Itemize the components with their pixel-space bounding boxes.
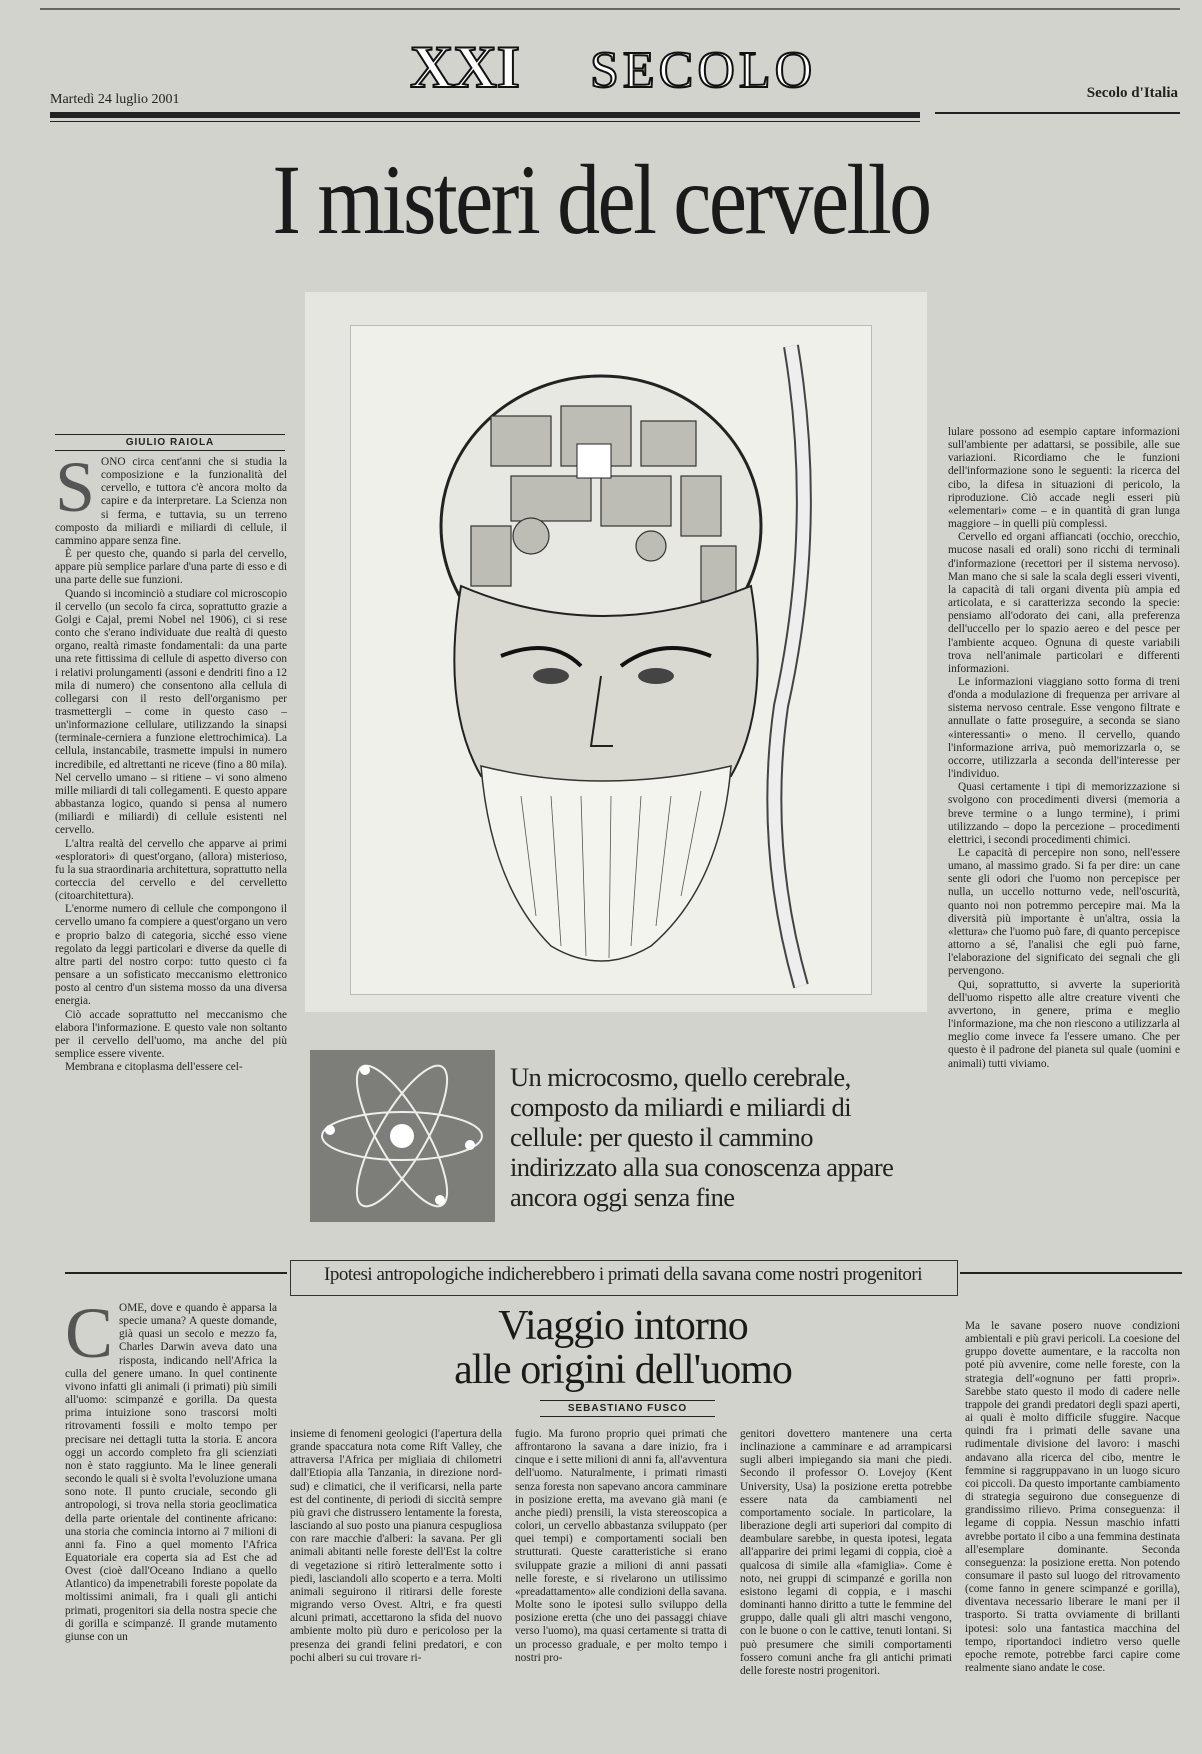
para: lulare possono ad esempio captare informazioni sull'ambiente per adattarsi, se possibile, alle sue variazioni. Ricordiamo che le funzioni dell'informazione sono le seguenti: la ricerca del cibo, la difesa in situazioni di pericolo, la riproduzione. Ciò accade negli esseri più «elementari» come – e in quantità di gran lunga maggiore – in quelli più complessi. (948, 426, 1180, 531)
para: Quasi certamente i tipi di memorizzazione si svolgono con procedimenti diversi (memoria a breve termine o a lungo termine), i primi utilizzando – dopo la percezione – procedimenti elettrici, i secondi procedimenti chimici. (948, 781, 1180, 846)
para: Cervello ed organi affiancati (occhio, orecchio, mucose nasali ed orali) sono ricchi di terminali d'informazione (recettori per il sistema nervoso). Man mano che si sale la scala degli esseri viventi, la capacità di tali organi diventa più ampia ed articolata, e si caratterizza secondo la specie: pensiamo all'odorato dei cani, alla preferenza dell'uccello per lo spazio aereo e del pesce per l'ambiente acqueo. Ognuna di queste variabili trova nell'animale particolari e differenti informazioni. (948, 531, 1180, 675)
atom-illustration (310, 1050, 495, 1222)
para: Ma le savane posero nuove condizioni ambientali e più gravi pericoli. La coesione del gruppo dovette aumentare, e la raccolta non poté più avvenire, come nelle foreste, con la strategia dell'«ognuno per fatti propri». Sarebbe stato questo il modo di cadere nelle trappole dei grandi predatori degli spazi aperti, ai quali è molto difficile sfuggire. Nacque quindi fra i primati delle savane una rudimentale divisione del lavoro: i maschi andavano alla ricerca del cibo, mentre le femmine si raggruppavano in un luogo sicuro coi piccoli. Da questo importante cambiamento di strategia seguirono due conseguenze di grandissimo rilievo. Prima conseguenza: il legame di coppia. Nessun maschio infatti avrebbe portato il cibo a una femmina destinata all'esemplare dominante. Seconda conseguenza: la posizione eretta. Non potendo consumare il pasto sul luogo del ritrovamento (come fanno in genere scimpanzé e gorilla), diventava necessario liberare le mani per il trasporto. Si tratta ovviamente di brillanti ipotesi: solo una fantastica macchina del tempo, riportandoci indietro verso quelle epoche remote, potrebbe farci capire come realmente siano andate le cose. (965, 1320, 1180, 1675)
section-rule-right (960, 1272, 1182, 1274)
top-rule (40, 8, 1180, 10)
header-rule-left-thin (50, 121, 920, 122)
title-line-1: Viaggio intorno (498, 1303, 748, 1349)
masthead-logo (400, 35, 860, 97)
article2-title (290, 1304, 956, 1392)
section-rule-left (65, 1272, 287, 1274)
byline2-rule-bottom (540, 1416, 715, 1417)
para: OME, dove e quando è apparsa la specie umana? A queste domande, già quasi un secolo e mezzo fa, Charles Darwin aveva dato una risposta, indicando nell'Africa la culla del genere umano. In quel continente vivono infatti gli animali (i primati) più simili all'uomo: scimpanzé e gorilla. Da questa prima intuizione sono trascorsi molti ritrovamenti fossili e molto tempo per precisare nei dettagli tutta la storia. E ancora oggi un accordo completo fra gli scienziati non è stato raggiunto. Ma le linee generali secondo le quali si è svolta l'evoluzione umana sono note. Il punto cruciale, secondo gli antropologi, si trova nella storia geoclimatica della parte orientale del continente africano: una storia che comincia intorno ai 7 milioni di anni fa. Fino a quel momento l'Africa Equatoriale era coperta sia ad Est che ad Ovest (cioè dall'Oceano Indiano a quello Atlantico) da impenetrabili foreste popolate da moltissimi animali, fra i quali gli antichi primati, progenitori sia della nostra specie che di gorilla e scimpanzé. Il grande mutamento giunse con un (65, 1302, 277, 1643)
article2-col4 (740, 1428, 952, 1752)
para: Quando si incominciò a studiare col microscopio il cervello (un secolo fa circa, soprattutto grazie a Golgi e Cajal, premi Nobel nel 1906), ci si rese conto che s'erano individuate due realtà di questo organo, realtà rimaste fondamentali: da una parte una rete fittissima di cellule di aspetto diverso con i relativi prolungamenti (assoni e dendriti fino a 12 mila di numero) che consentono alla cellula di collegarsi con il resto dell'organismo per trasmettergli – come in questo caso – un'informazione cellulare, utilizzando la sinapsi (terminale-cerniera a funzione elettrochimica). La cellula, instancabile, trasmette impulsi in numero incredibile, ed altrettanti ne riceve (fino a 80 mila). Nel cervello umano – si ritiene – vi sono almeno mille miliardi di tali collegamenti. E questo appare abbastanza logico, quando si pensa al numero (miliardi e miliardi) di cellule esistenti nel cervello. (55, 587, 287, 837)
byline2-rule-top (540, 1400, 715, 1401)
illustration-frame (350, 325, 872, 995)
para: Qui, soprattutto, si avverte la superiorità dell'uomo rispetto alle altre creature viventi che avvertono, in genere, prima e meglio l'informazione, ma che non riescono a utilizzarla al meglio come invece fa l'essere umano. Che per questo è il padrone del pianeta sul quale (uomini e animali) tutti viviamo. (948, 978, 1180, 1070)
article2-col2 (290, 1428, 502, 1752)
para: Ciò accade soprattutto nel meccanismo che elabora l'informazione. E questo vale non soltanto per il cervello dell'uomo, ma anche del più semplice essere vivente. (55, 1008, 287, 1061)
dropcap-c: C (65, 1302, 114, 1373)
article2-col5 (965, 1320, 1180, 1752)
para: È per questo che, quando si parla del cervello, appare più semplice parlare d'una parte di esso e di una parte delle sue funzioni. (55, 548, 287, 587)
article2-col1 (65, 1302, 277, 1752)
kicker: Ipotesi antropologiche indicherebbero i primati della savana come nostri progenitori (324, 1264, 922, 1285)
para: ONO circa cent'anni che si studia la composizione e la funzionalità del cervello, e tuttora c'è ancora molto da capire e da interpretare. La Scienza non si ferma, e tuttavia, su un terreno composto da miliardi e miliardi di cellule, il cammino appare senza fine. (55, 456, 287, 547)
article1-left-column (55, 456, 287, 1216)
para: fugio. Ma furono proprio quei primati che affrontarono la savana a dare inizio, fra i cinque e i sette milioni di anni fa, all'avventura dell'uomo. Naturalmente, i primati rimasti senza foresta non sapevano ancora camminare in posizione eretta, ma avevano già mani (e anche piedi) prensili, la vista stereoscopica a colori, un cervello abbastanza sviluppato (per quei tempi) e comportamenti sociali ben strutturati. Queste caratteristiche si erano sviluppate grazie a milioni di anni passati nelle foreste, e si rivelarono un utilissimo «preadattamento» alle condizioni della savana. Molte sono le ipotesi sullo sviluppo della posizione eretta (che uno dei passaggi chiave verso l'uomo), ma quasi certamente si tratta di un processo graduale, e per molto tempo i nostri pro- (515, 1428, 727, 1664)
headline: I misteri del cervello (272, 144, 930, 255)
para: Le capacità di percepire non sono, nell'essere umano, al massimo grado. Si fa per dire: un cane sente gli odori che l'uomo non percepisce per nulla, un uccello notturno vede, nell'oscurità, quanto noi non potremmo percepire mai. Ma la diversità più importante è un'altra, ossia la «lettura» che l'uomo può fare, di quanto percepisce attorno a sé, l'analisi che egli può farne, l'elaborazione del significato dei segnali che gli pervengono. (948, 847, 1180, 978)
para: genitori dovettero mantenere una certa inclinazione a camminare e ad arrampicarsi sugli alberi impiegando sia mani che piedi. Secondo il professor O. Lovejoy (Kent University, Usa) la posizione eretta potrebbe essere nata da cambiamenti nel comportamento sociale. In particolare, la liberazione degli arti superiori dal compito di deambulare sarebbe, in questa ipotesi, legata all'apparire dei primi legami di coppia, cioè a qualcosa di simile alla «famiglia». Come è noto, nei gruppi di scimpanzé e gorilla non esistono legami di coppia, e i maschi dominanti hanno diritto a tutte le femmine del gruppo, dalle quali gli altri maschi vengono, con le buone o con le cattive, tenuti lontani. Si può presumere che simili comportamenti fossero comuni anche fra gli antichi primati delle foreste nostri progenitori. (740, 1428, 952, 1677)
byline-rule-bottom (55, 450, 285, 451)
article1-right-column (948, 426, 1180, 1241)
byline-rule-top (55, 434, 285, 435)
para: insieme di fenomeni geologici (l'apertura della grande spaccatura nota come Rift Valley, che attraversa l'Africa per migliaia di chilometri dall'Etiopia alla Tanzania, in direzione nord-sud) e climatici, che il verificarsi, nella parte est del continente, di periodi di siccità sempre più gravi che distrussero lentamente la foresta, lasciando al suo posto una pianura cespugliosa con rare macchie d'alberi: la savana. Per gli animali abitanti nelle foreste dell'Est la coltre di vegetazione si ritirò letteralmente sotto i piedi, lasciandoli allo scoperto e a terra. Molti animali seguirono il ritirarsi delle foreste migrando verso Ovest. Altri, e fra questi alcuni primati, accettarono la sfida del nuovo ambiente molto più duro e pericoloso per la presenza dei grandi felini predatori, e con pochi alberi su cui trovare ri- (290, 1428, 502, 1664)
header-rule-right (935, 112, 1180, 114)
title-line-2: alle origini dell'uomo (454, 1347, 792, 1393)
para: Le informazioni viaggiano sotto forma di treni d'onda a modulazione di frequenza per arrivare al sistema nervoso centrale. Esse vengono filtrate e annullate o fatte proseguire, a seconda se siano «interessanti» o meno. Il cervello, quando l'informazione arriva, può memorizzarla o, se occorre, utilizzarla a seconda dell'interesse per l'individuo. (948, 675, 1180, 781)
svg-text:SECOLO: SECOLO (590, 42, 817, 97)
byline-fusco: SEBASTIANO FUSCO (567, 1403, 688, 1414)
header-rule-left (50, 112, 920, 118)
masthead-xxi: XXI (410, 35, 521, 97)
para: L'enorme numero di cellule che compongono il cervello umano fa compiere a quest'organo un vero e proprio balzo di categoria, sicché esso viene regolato da leggi particolari e diverse da quelle di altre parti del nostro corpo: tutto questo ci fa pensare a un sofisticato meccanismo elettronico posto al centro d'un sistema mosso da una diversa energia. (55, 903, 287, 1008)
dropcap-s: S (55, 456, 96, 527)
paper-name: Secolo d'Italia (1086, 85, 1178, 101)
para: L'altra realtà del cervello che apparve ai primi «esploratori» di quest'organo, (allora) misterioso, fu la sua straordinaria architettura, soprattutto nella corteccia del cervello e del cervelletto (citoarchitettura). (55, 837, 287, 903)
byline-raiola: GIULIO RAIOLA (125, 437, 215, 448)
pull-quote: Un microcosmo, quello cerebrale, composto da miliardi e miliardi di cellule: per questo il cammino indirizzato alla sua conoscenza appare ancora oggi senza fine (510, 1062, 894, 1212)
article2-col3 (515, 1428, 727, 1752)
issue-date: Martedì 24 luglio 2001 (50, 92, 180, 107)
para: Membrana e citoplasma dell'essere cel- (65, 1061, 243, 1074)
